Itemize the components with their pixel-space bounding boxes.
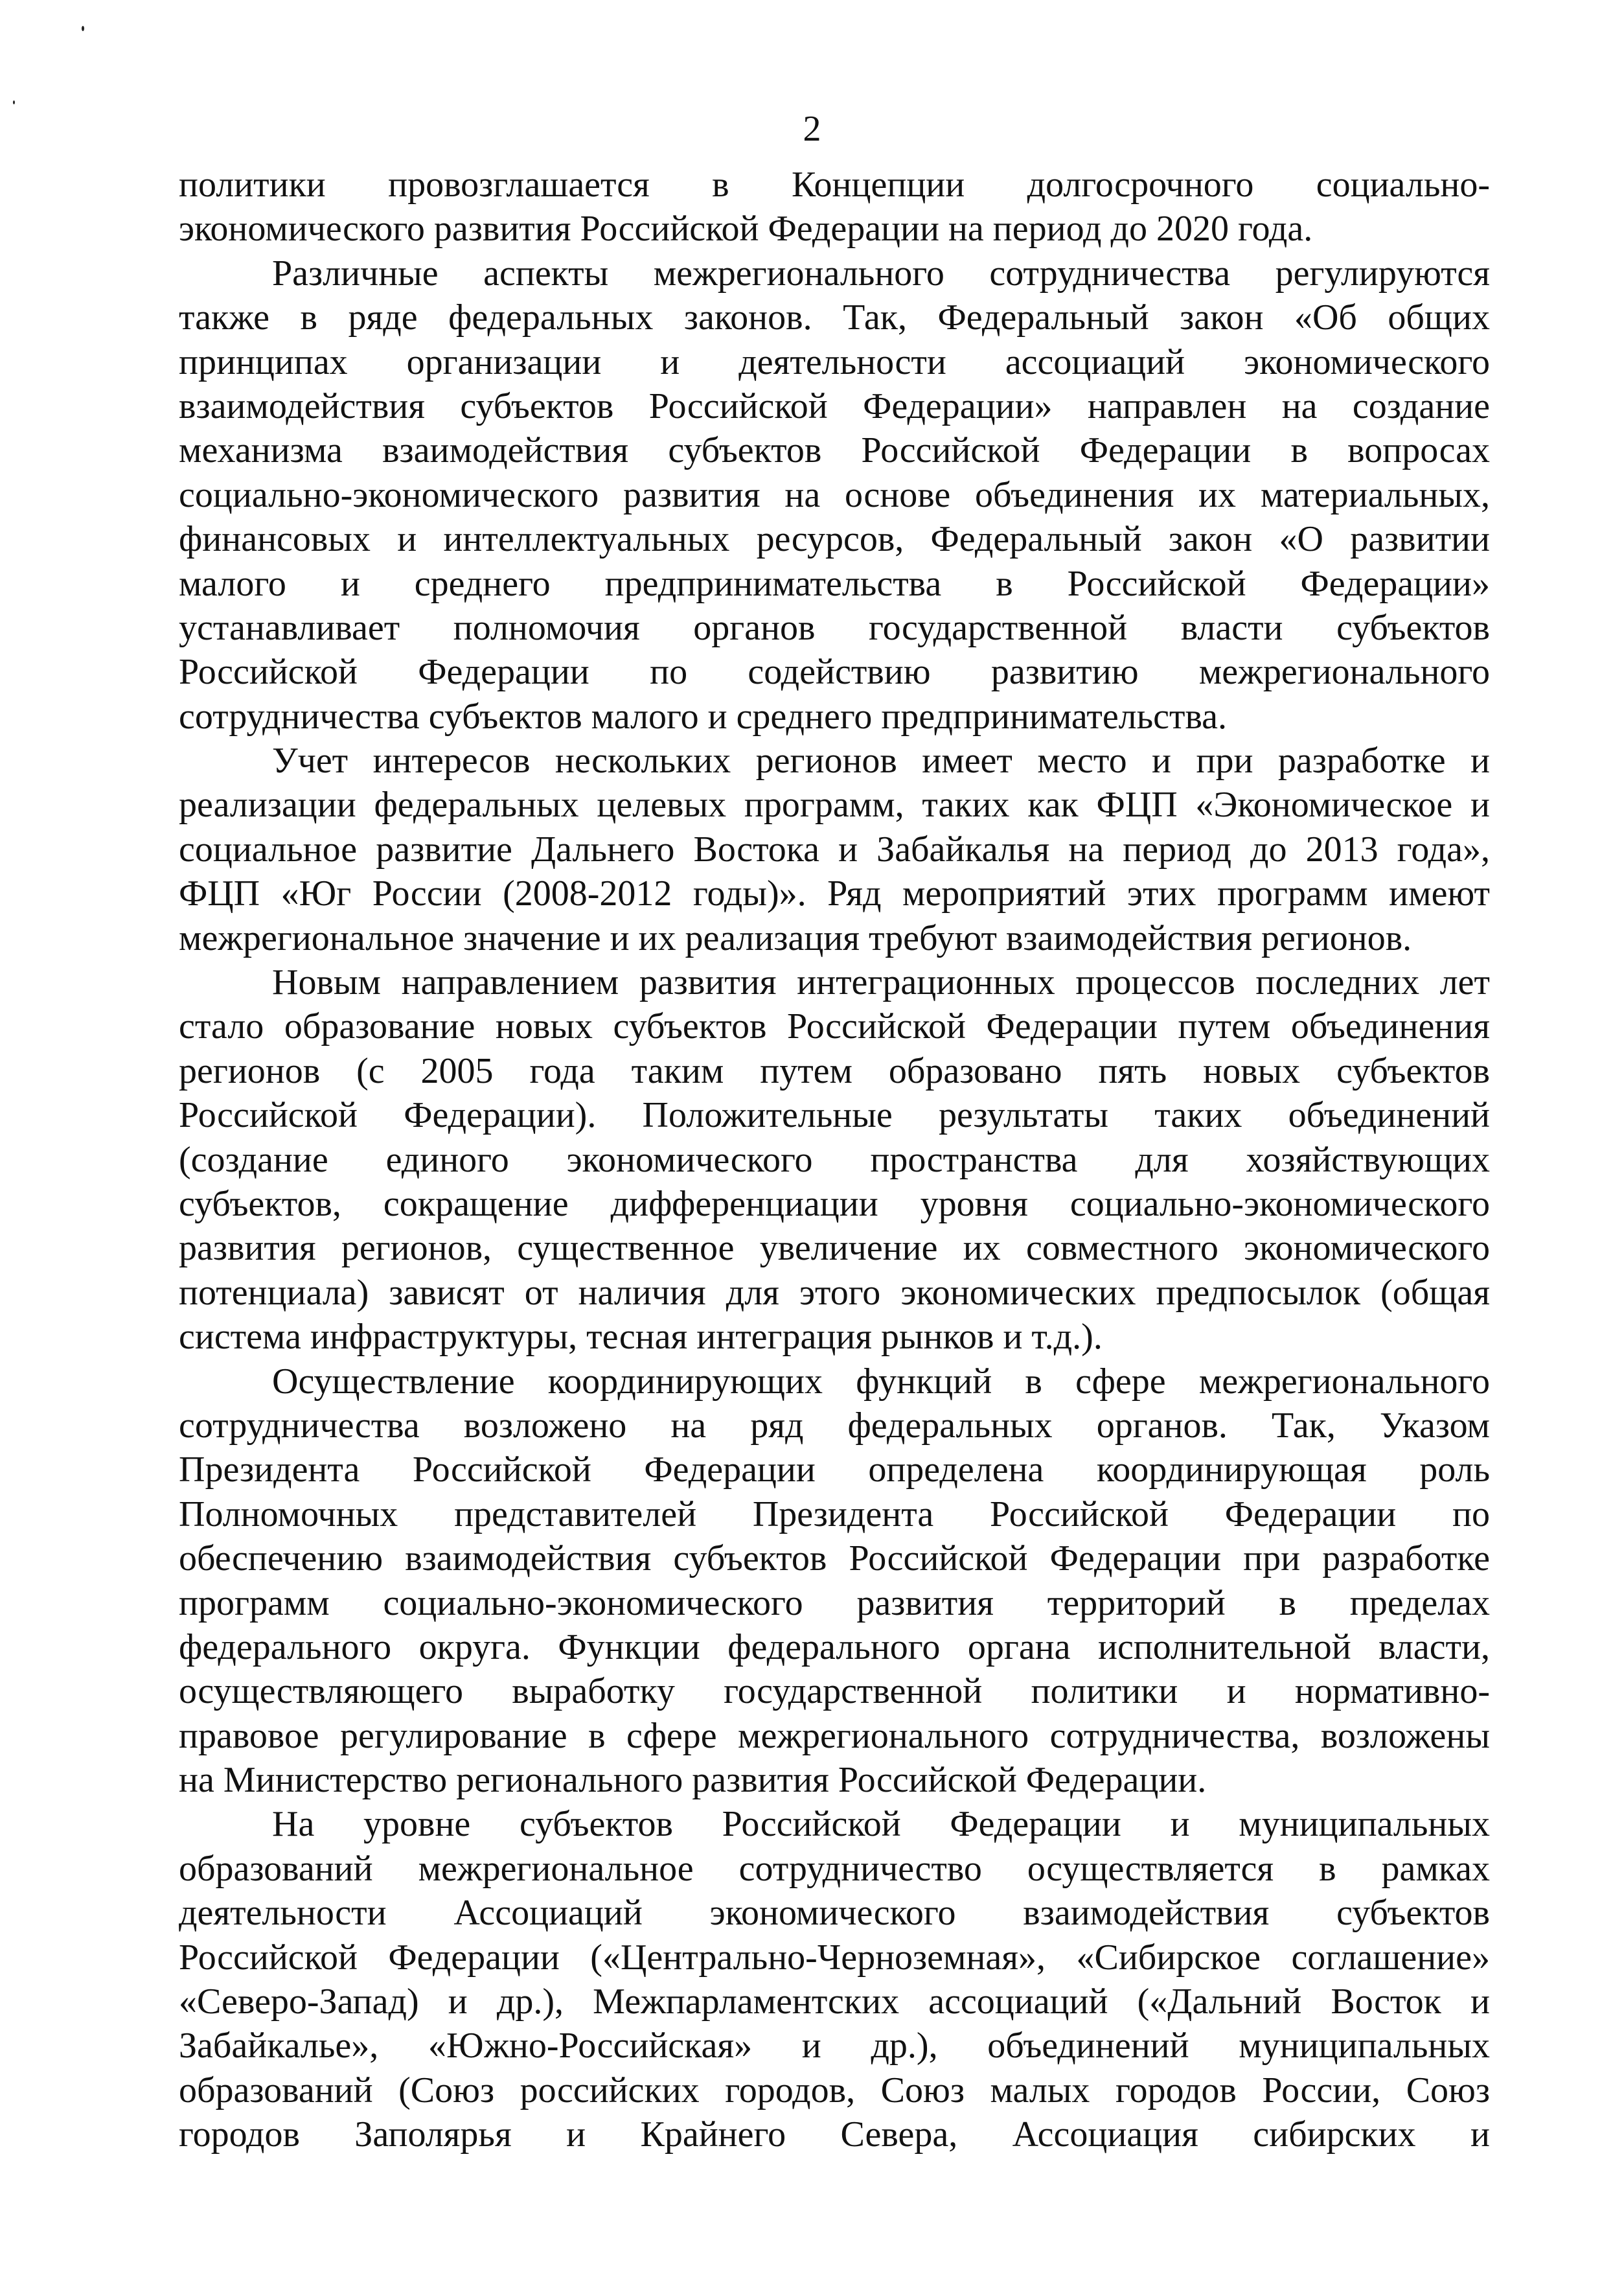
text-line: «Северо-Запад) и др.), Межпарламентских ассоциаций («Дальний Восток и (179, 1982, 1490, 2022)
scan-speck (13, 100, 15, 104)
text-line: социально-экономического развития на основе объединения их материальных, (179, 474, 1490, 515)
text-line: социальное развитие Дальнего Востока и Забайкалья на период до 2013 года», (179, 829, 1490, 870)
text-line: на Министерство регионального развития Российской Федерации. (179, 1760, 1207, 1801)
text-line: Российской Федерации по содействию развитию межрегионального (179, 652, 1490, 693)
text-line: Полномочных представителей Президента Российской Федерации по (179, 1494, 1490, 1534)
text-line: Осуществление координирующих функций в сфере межрегионального (272, 1361, 1490, 1402)
text-line: развития регионов, существенное увеличение их совместного экономического (179, 1228, 1490, 1269)
text-line: реализации федеральных целевых программ, таких как ФЦП «Экономическое и (179, 785, 1490, 826)
text-line: (создание единого экономического пространства для хозяйствующих (179, 1139, 1490, 1180)
page-number: 2 (803, 109, 821, 149)
text-line: механизма взаимодействия субъектов Российской Федерации в вопросах (179, 430, 1490, 471)
text-line: также в ряде федеральных законов. Так, Федеральный закон «Об общих (179, 297, 1490, 338)
document-body (179, 163, 1490, 2157)
paragraph (179, 251, 1490, 739)
text-line: потенциала) зависят от наличия для этого экономических предпосылок (общая (179, 1272, 1490, 1313)
text-line: Российской Федерации). Положительные результаты таких объединений (179, 1095, 1490, 1136)
text-line: Новым направлением развития интеграционных процессов последних лет (272, 962, 1490, 1003)
text-line: Российской Федерации («Центрально-Черноземная», «Сибирское соглашение» (179, 1937, 1490, 1978)
text-line: деятельности Ассоциаций экономического взаимодействия субъектов (179, 1893, 1490, 1934)
text-line: сотрудничества возложено на ряд федеральных органов. Так, Указом (179, 1405, 1490, 1446)
paragraph (179, 1802, 1490, 2156)
text-line: Учет интересов нескольких регионов имеет место и при разработке и (272, 741, 1490, 781)
text-line: образований (Союз российских городов, Союз малых городов России, Союз (179, 2070, 1490, 2110)
text-line: правовое регулирование в сфере межрегионального сотрудничества, возложены (179, 1715, 1490, 1756)
text-line: ФЦП «Юг России (2008-2012 годы)». Ряд мероприятий этих программ имеют (179, 873, 1490, 914)
text-line: На уровне субъектов Российской Федерации и муниципальных (272, 1804, 1490, 1845)
paragraph (179, 163, 1490, 251)
text-line: финансовых и интеллектуальных ресурсов, Федеральный закон «О развитии (179, 519, 1490, 560)
text-line: обеспечению взаимодействия субъектов Российской Федерации при разработке (179, 1538, 1490, 1579)
text-line: Различные аспекты межрегионального сотрудничества регулируются (272, 253, 1490, 294)
text-line: малого и среднего предпринимательства в Российской Федерации» (179, 563, 1490, 604)
text-line: Забайкалье», «Южно-Российская» и др.), объединений муниципальных (179, 2026, 1490, 2066)
text-line: взаимодействия субъектов Российской Федерации» направлен на создание (179, 386, 1490, 426)
text-line: принципах организации и деятельности ассоциаций экономического (179, 341, 1490, 382)
text-line: Президента Российской Федерации определена координирующая роль (179, 1450, 1490, 1490)
text-line: политики провозглашается в Концепции долгосрочного социально- (179, 165, 1490, 205)
paragraph (179, 960, 1490, 1359)
text-line: городов Заполярья и Крайнего Севера, Ассоциация сибирских и (179, 2114, 1490, 2155)
text-line: устанавливает полномочия органов государственной власти субъектов (179, 607, 1490, 648)
scan-speck (82, 26, 84, 31)
text-line: система инфраструктуры, тесная интеграция рынков и т.д.). (179, 1317, 1103, 1358)
text-line: стало образование новых субъектов Российской Федерации путем объединения (179, 1006, 1490, 1047)
text-line: экономического развития Российской Федерации на период до 2020 года. (179, 209, 1313, 249)
text-line: межрегиональное значение и их реализация требуют взаимодействия регионов. (179, 918, 1412, 958)
text-line: программ социально-экономического развития территорий в пределах (179, 1582, 1490, 1623)
paragraph (179, 739, 1490, 960)
text-line: сотрудничества субъектов малого и среднего предпринимательства. (179, 696, 1228, 737)
text-line: образований межрегиональное сотрудничество осуществляется в рамках (179, 1848, 1490, 1889)
paragraph (179, 1359, 1490, 1803)
text-line: субъектов, сокращение дифференциации уровня социально-экономического (179, 1183, 1490, 1224)
text-line: регионов (с 2005 года таким путем образовано пять новых субъектов (179, 1050, 1490, 1091)
text-line: федерального округа. Функции федерального органа исполнительной власти, (179, 1626, 1490, 1667)
text-line: осуществляющего выработку государственной политики и нормативно- (179, 1671, 1490, 1712)
